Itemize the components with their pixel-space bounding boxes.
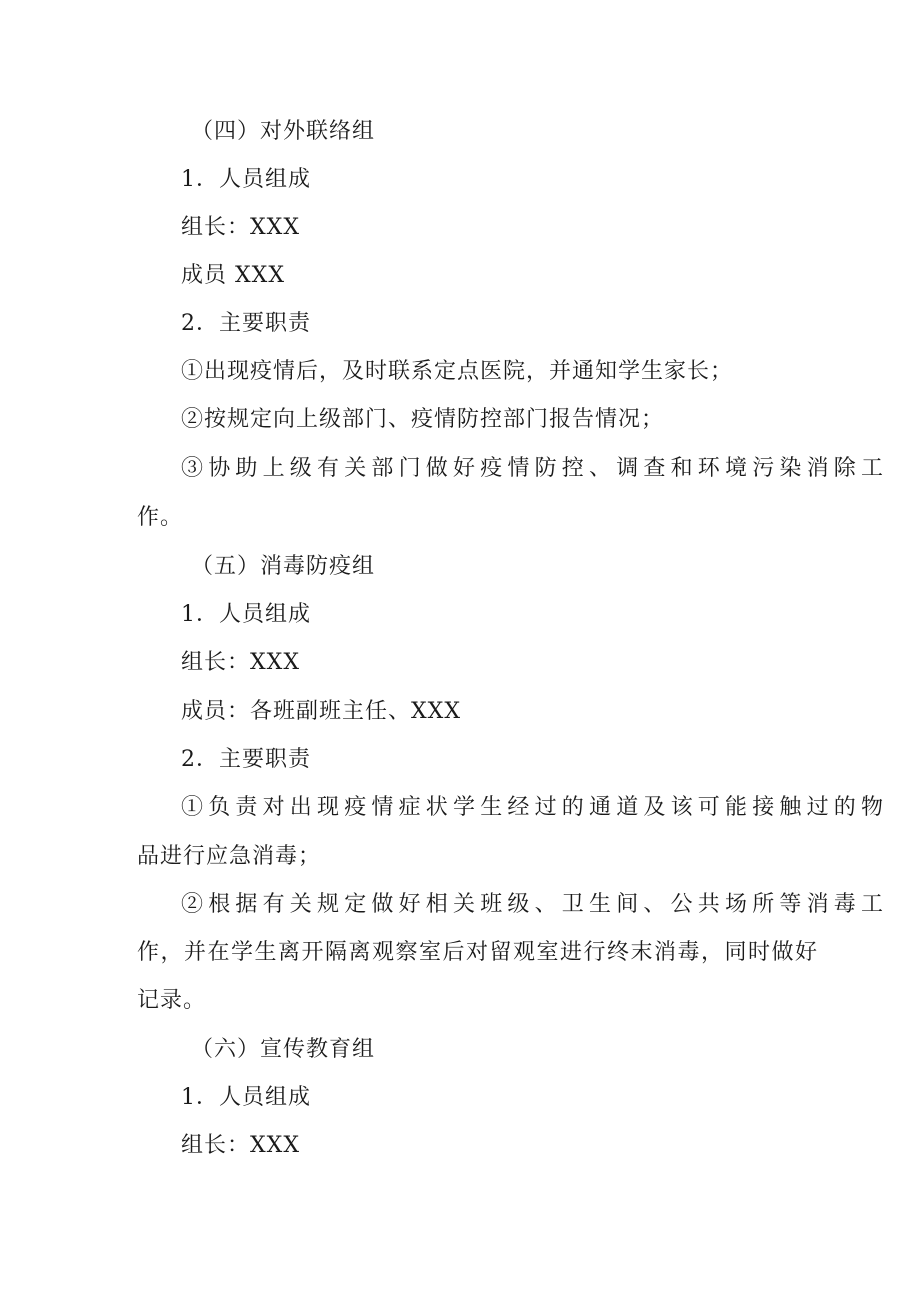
duty-item: ①负责对出现疫情症状学生经过的通道及该可能接触过的物 [181, 795, 889, 820]
section-heading-publicity: （六）宣传教育组 [191, 1037, 376, 1062]
composition-heading: 1．人员组成 [181, 1085, 311, 1110]
composition-heading: 1．人员组成 [181, 602, 311, 627]
group-leader-text: 组长：XXX [181, 650, 300, 675]
duty-item: ②按规定向上级部门、疫情防控部门报告情况； [181, 407, 665, 432]
group-members-text: 成员 XXX [181, 263, 285, 288]
duty-item-continuation: 作。 [137, 505, 184, 530]
duty-item: ③协助上级有关部门做好疫情防控、调查和环境污染消除工 [181, 456, 889, 481]
duty-item: ②根据有关规定做好相关班级、卫生间、公共场所等消毒工 [181, 892, 889, 917]
group-leader-text: 组长：XXX [181, 215, 300, 240]
duty-item-continuation: 作，并在学生离开隔离观察室后对留观室进行终末消毒，同时做好 [137, 940, 819, 965]
duties-heading: 2．主要职责 [181, 747, 311, 772]
duty-item-continuation: 品进行应急消毒； [137, 844, 322, 869]
section-heading-disinfection: （五）消毒防疫组 [191, 554, 376, 579]
duty-item: ①出现疫情后，及时联系定点医院，并通知学生家长； [181, 359, 734, 384]
composition-heading: 1．人员组成 [181, 167, 311, 192]
section-heading-liaison: （四）对外联络组 [191, 119, 376, 144]
duties-heading: 2．主要职责 [181, 311, 311, 336]
duty-item-continuation: 记录。 [137, 988, 207, 1013]
group-members-text: 成员：各班副班主任、XXX [181, 699, 461, 724]
group-leader-text: 组长：XXX [181, 1133, 300, 1158]
